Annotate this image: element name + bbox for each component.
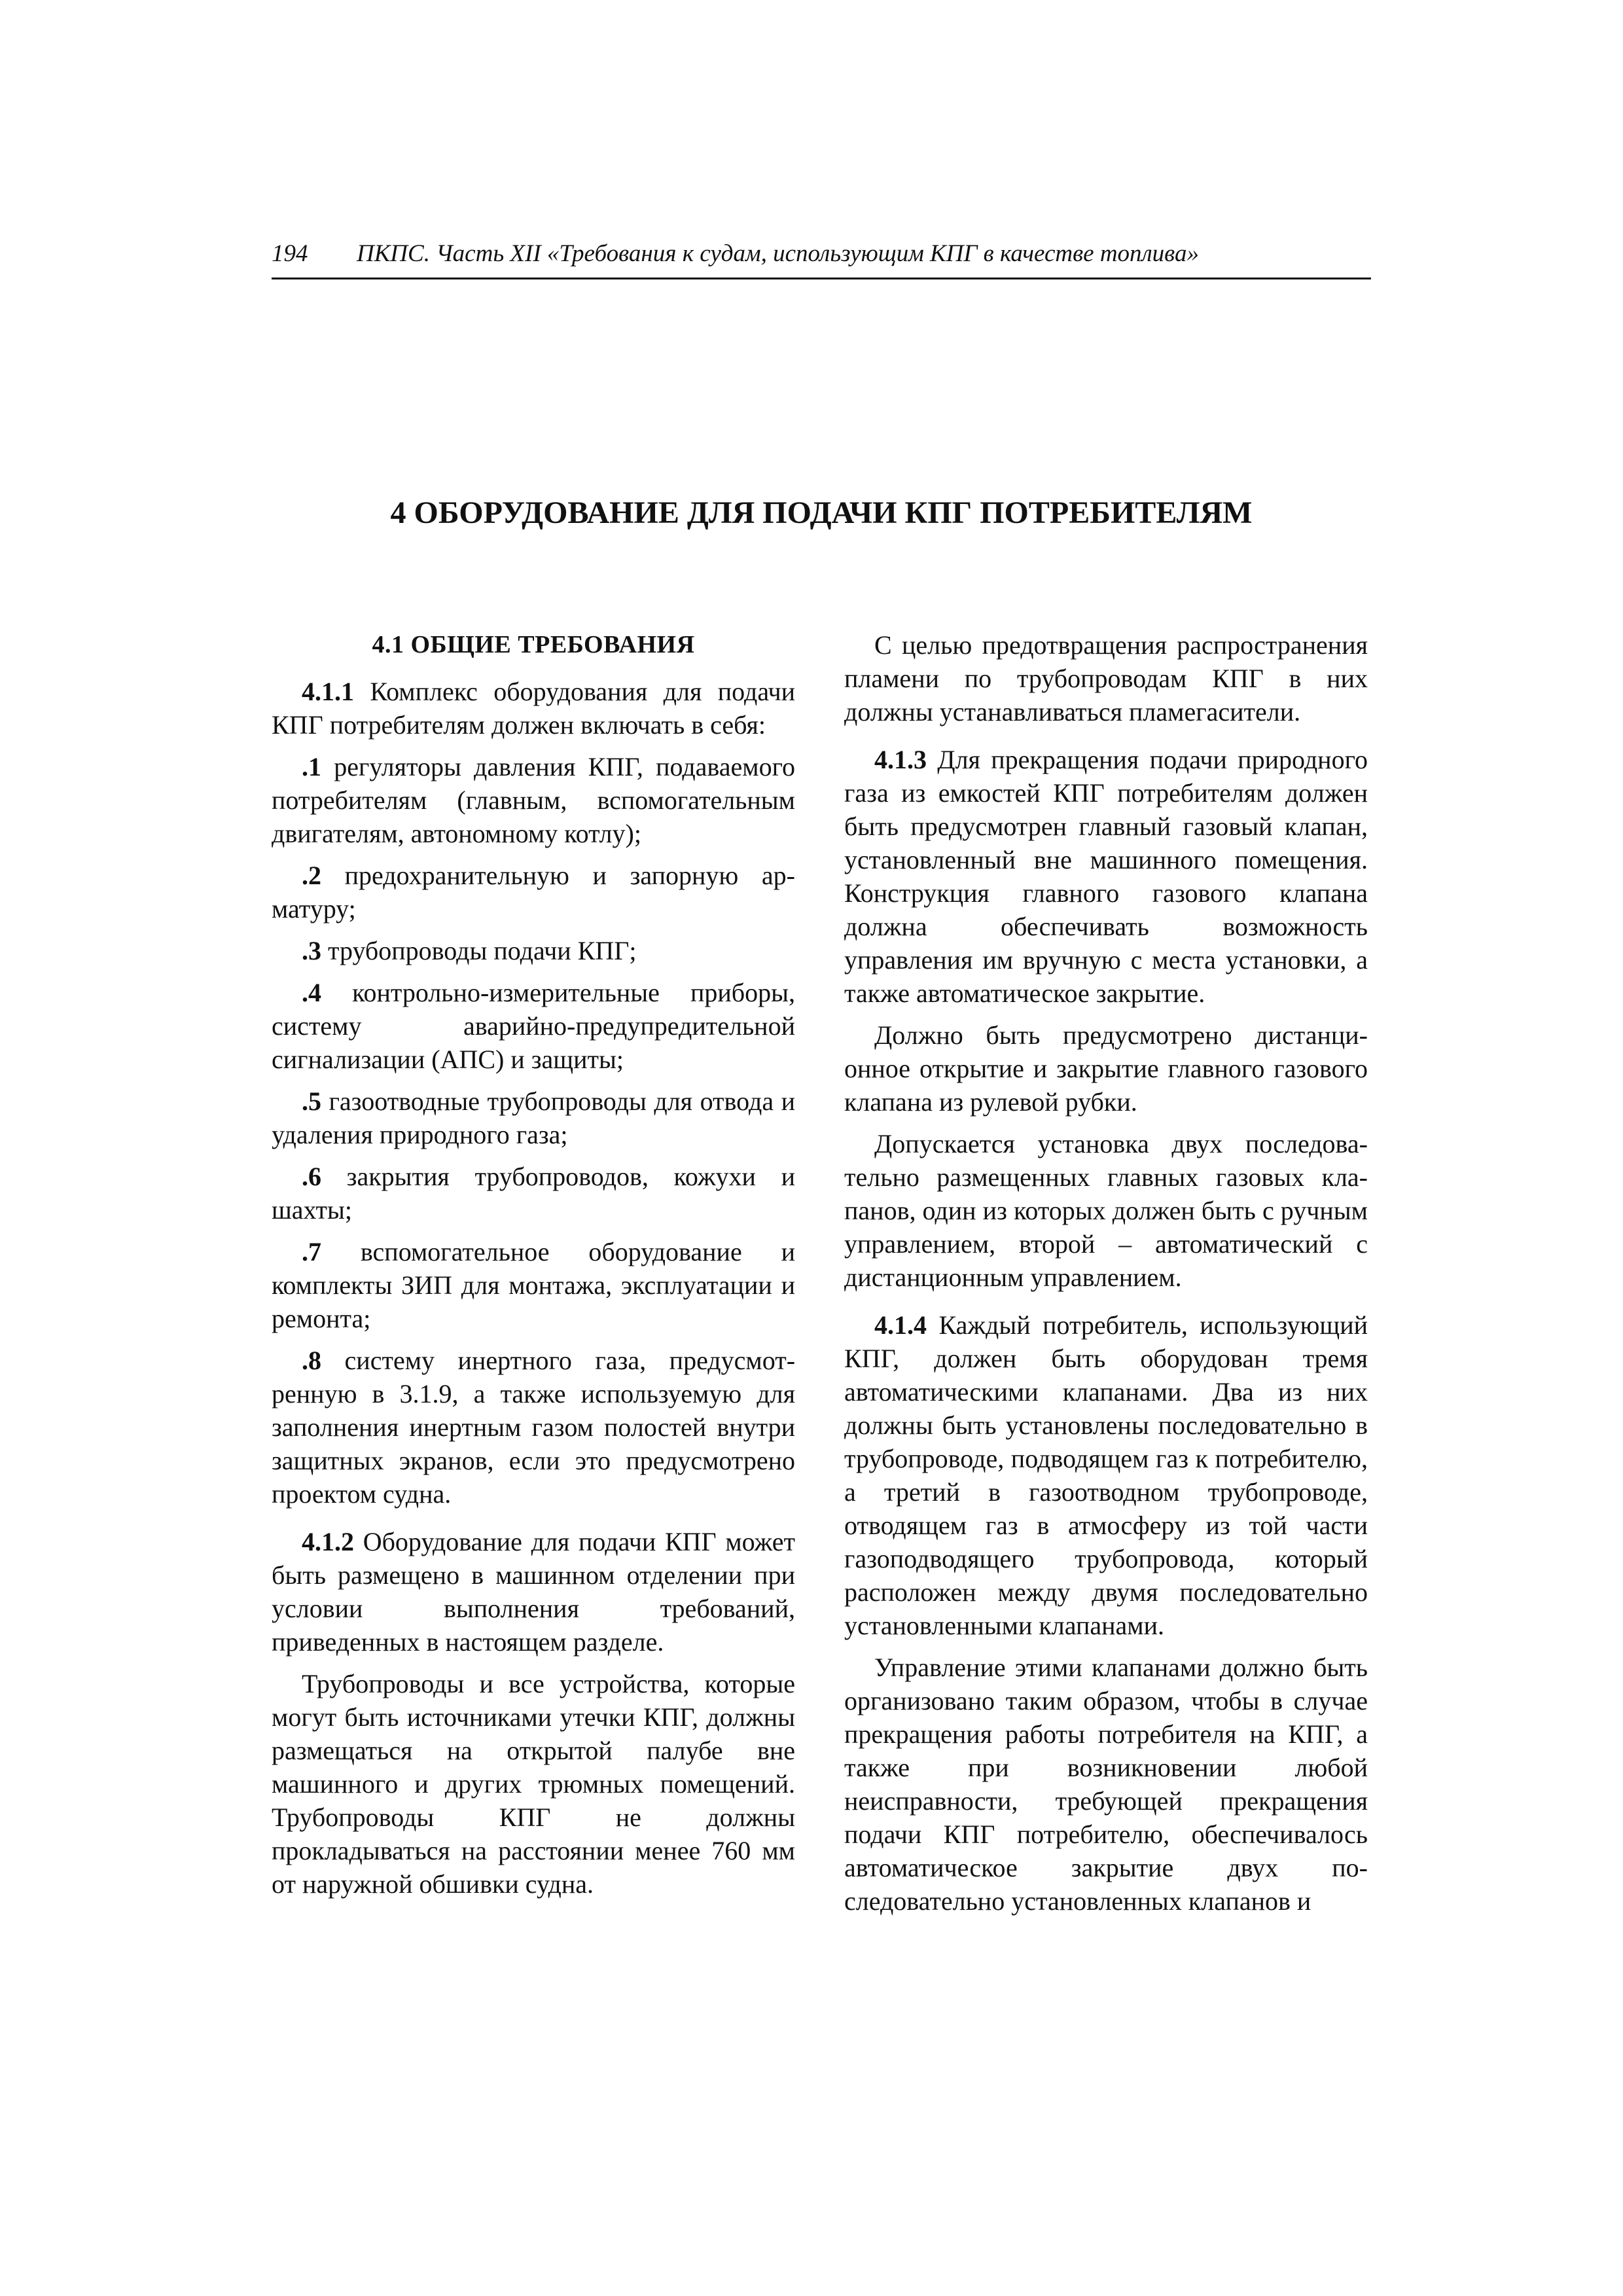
item-text: закрытия трубопроводов, кожухи и шахты;: [272, 1162, 795, 1225]
item-text: систему инертного газа, предусмотренную в 3.1.9, а также используемую для заполнения инертным газом полостей внутри защитных экранов, если это предусмотрено проектом судна.: [272, 1346, 796, 1509]
running-header: [272, 237, 1371, 279]
paragraph: Управление этими клапанами должно быть организовано таким образом, чтобы в случае прекращения работы потребителя на КПГ, а также при возникновении любой неисправности, требующей прекращения подачи КПГ потребителю, обеспечивалось автоматическое закрытие двух последовательно установленных клапанов и: [844, 1653, 1368, 1916]
list-item: [272, 1344, 795, 1511]
clause-number: 4.1.2: [302, 1527, 354, 1556]
paragraph-4-1-2: [272, 1525, 795, 1659]
list-item: [272, 934, 795, 967]
clause-text: Каждый потребитель, использующий КПГ, должен быть оборудован тремя автоматическими клапанами. Два из них должны быть установлены последовательно в трубопроводе, подводящем газ к потребителю, а третий в газоотводном трубопроводе, отводящем газ в атмосферу из той части газоподводящего трубопровода, который расположен между двумя последовательно установленными клапанами.: [844, 1310, 1368, 1640]
list-item: [272, 1085, 795, 1151]
item-number: .1: [302, 752, 321, 781]
clause-number: 4.1.1: [302, 677, 354, 706]
item-number: .2: [302, 861, 321, 890]
paragraph-4-1-1: [272, 675, 795, 742]
paragraph: Трубопроводы и все устройства, которые могут быть источниками утечки КПГ, должны размещаться на открытой палубе вне машинного и других трюмных помещений. Трубопроводы КПГ не должны прокладываться на расстоянии менее 760 мм от наружной обшивки судна.: [272, 1669, 795, 1899]
item-text: регуляторы давления КПГ, подаваемого потребителям (главным, вспомогательным двигателям, автономному котлу);: [272, 752, 796, 848]
paragraph-4-1-3: [844, 743, 1368, 1010]
paragraph: Допускается установка двух последовательно размещенных главных газовых клапанов, один из которых должен быть с ручным управлением, второй – автоматический с дистанционным управлением.: [844, 1129, 1368, 1292]
paragraph: С целью предотвращения распространения пламени по трубопроводам КПГ в них должны устанавливаться пламегасители.: [844, 630, 1368, 726]
chapter-title: 4 ОБОРУДОВАНИЕ ДЛЯ ПОДАЧИ КПГ ПОТРЕБИТЕЛЯМ: [390, 495, 1253, 530]
item-number: .7: [302, 1237, 321, 1266]
clause-number: 4.1.4: [874, 1310, 927, 1340]
item-number: .5: [302, 1086, 321, 1116]
list-item: [272, 976, 795, 1076]
left-column: [272, 628, 795, 1909]
item-text: трубопроводы подачи КПГ;: [328, 936, 637, 965]
paragraph: Должно быть предусмотрено дистанционное открытие и закрытие главного газового клапана из рулевой рубки.: [844, 1020, 1368, 1117]
clause-text: Для прекращения подачи природного газа из емкостей КПГ потребителям должен быть предусмотрен главный газовый клапан, установленный вне машинного помещения. Конструкция главного газового клапана должна обеспечивать возможность управления им вручную с места установки, а также автоматическое закрытие.: [844, 745, 1368, 1008]
clause-text: Оборудование для подачи КПГ может быть размещено в машинном отделении при условии выполнения требований, приведенных в настоящем разделе.: [272, 1527, 795, 1657]
list-item: [272, 1235, 795, 1335]
list-item: [272, 750, 795, 850]
page-number: 194: [272, 240, 308, 267]
item-text: вспомогательное оборудование и комплекты ЗИП для монтажа, эксплуатации и ремонта;: [272, 1237, 795, 1333]
item-number: .8: [302, 1346, 321, 1375]
list-item: [272, 859, 795, 925]
clause-text: Комплекс оборудования для подачи КПГ потребителям должен включать в себя:: [272, 677, 795, 740]
running-title: ПКПС. Часть XII «Требования к судам, использующим КПГ в качестве топлива»: [357, 240, 1199, 267]
item-number: .3: [302, 936, 321, 965]
section-title: 4.1 ОБЩИЕ ТРЕБОВАНИЯ: [372, 631, 695, 658]
clause-number: 4.1.3: [874, 745, 927, 774]
item-number: .4: [302, 978, 321, 1007]
item-number: .6: [302, 1162, 321, 1191]
paragraph-4-1-4: [844, 1308, 1368, 1642]
item-text: контрольно-измерительные приборы, систему аварийно-предупредительной сигнализации (АПС) и защиты;: [272, 978, 795, 1074]
list-item: [272, 1160, 795, 1227]
right-column: [844, 628, 1368, 1926]
item-text: газоотводные трубопроводы для отвода и удаления природного газа;: [272, 1086, 795, 1149]
item-text: предохранительную и запорную арматуру;: [272, 861, 795, 924]
